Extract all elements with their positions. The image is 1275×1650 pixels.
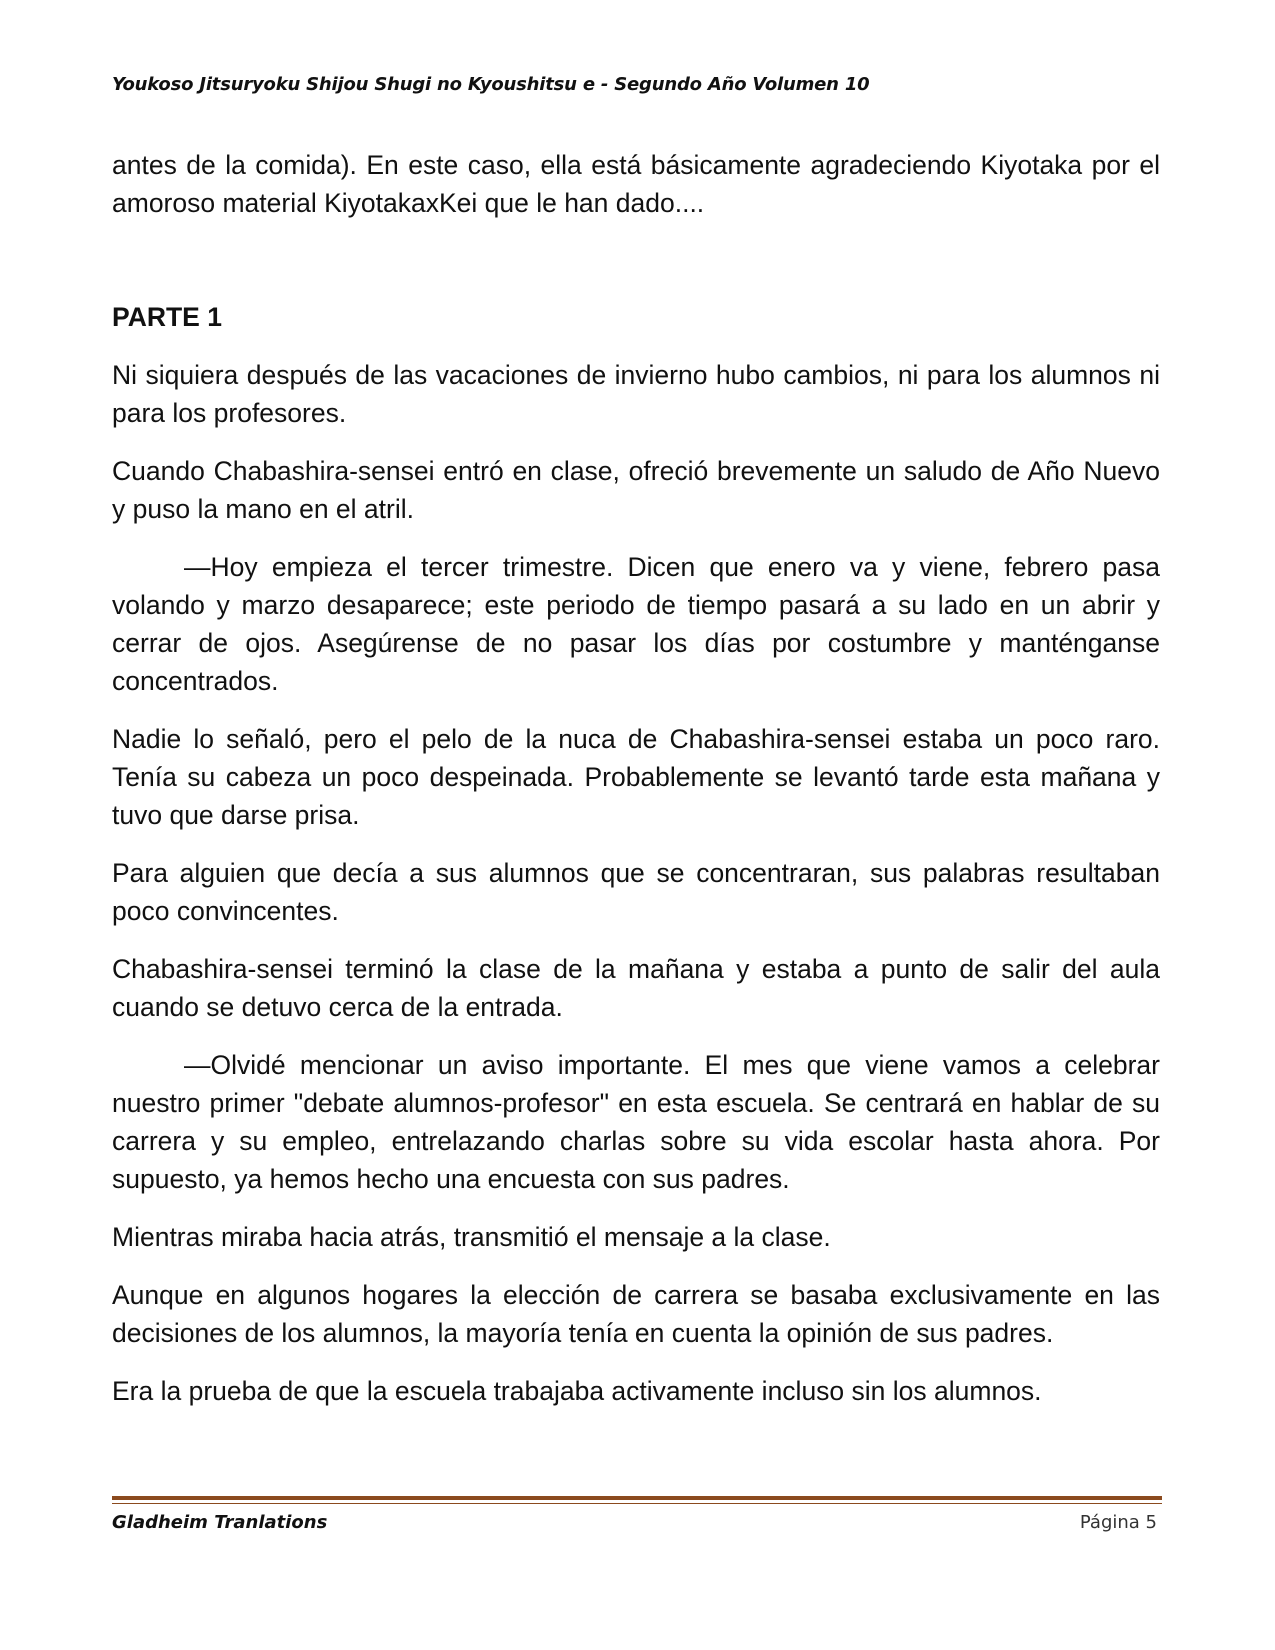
paragraph-1: Ni siquiera después de las vacaciones de invierno hubo cambios, ni para los alumnos ni para los profesores. (112, 360, 1160, 428)
intro-paragraph: antes de la comida). En este caso, ella está básicamente agradeciendo Kiyotaka por el amoroso material KiyotakaxKei que le han dado.... (112, 150, 1160, 218)
paragraph-5: Para alguien que decía a sus alumnos que se concentraran, sus palabras resultaban poco convincentes. (112, 858, 1160, 926)
section-heading: PARTE 1 (112, 302, 222, 332)
paragraph-9: Aunque en algunos hogares la elección de carrera se basaba exclusivamente en las decisiones de los alumnos, la mayoría tenía en cuenta la opinión de sus padres. (112, 1280, 1160, 1348)
paragraph-6: Chabashira-sensei terminó la clase de la mañana y estaba a punto de salir del aula cuando se detuvo cerca de la entrada. (112, 954, 1160, 1022)
footer-credit: Gladheim Tranlations (112, 1512, 328, 1533)
paragraph-8: Mientras miraba hacia atrás, transmitió el mensaje a la clase. (112, 1222, 831, 1252)
paragraph-2: Cuando Chabashira-sensei entró en clase, ofreció brevemente un saludo de Año Nuevo y puso la mano en el atril. (112, 456, 1160, 524)
paragraph-10: Era la prueba de que la escuela trabajaba activamente incluso sin los alumnos. (112, 1376, 1042, 1406)
page-body (112, 146, 1160, 1430)
footer-rule-thin (112, 1503, 1162, 1504)
paragraph-7-dialogue: —Olvidé mencionar un aviso importante. El mes que viene vamos a celebrar nuestro primer "debate alumnos-profesor" en esta escuela. Se centrará en hablar de su carrera y su empleo, entrelazando charlas sobre su vida escolar hasta ahora. Por supuesto, ya hemos hecho una encuesta con sus padres. (112, 1050, 1160, 1194)
page-number: Página 5 (1079, 1512, 1157, 1533)
running-header: Youkoso Jitsuryoku Shijou Shugi no Kyoushitsu e - Segundo Año Volumen 10 (112, 74, 870, 95)
footer-rule-thick (112, 1496, 1162, 1500)
paragraph-4: Nadie lo señaló, pero el pelo de la nuca de Chabashira-sensei estaba un poco raro. Tenía su cabeza un poco despeinada. Probablemente se levantó tarde esta mañana y tuvo que darse prisa. (112, 724, 1160, 830)
paragraph-3-dialogue: —Hoy empieza el tercer trimestre. Dicen que enero va y viene, febrero pasa volando y marzo desaparece; este periodo de tiempo pasará a su lado en un abrir y cerrar de ojos. Asegúrense de no pasar los días por costumbre y manténganse concentrados. (112, 552, 1160, 696)
